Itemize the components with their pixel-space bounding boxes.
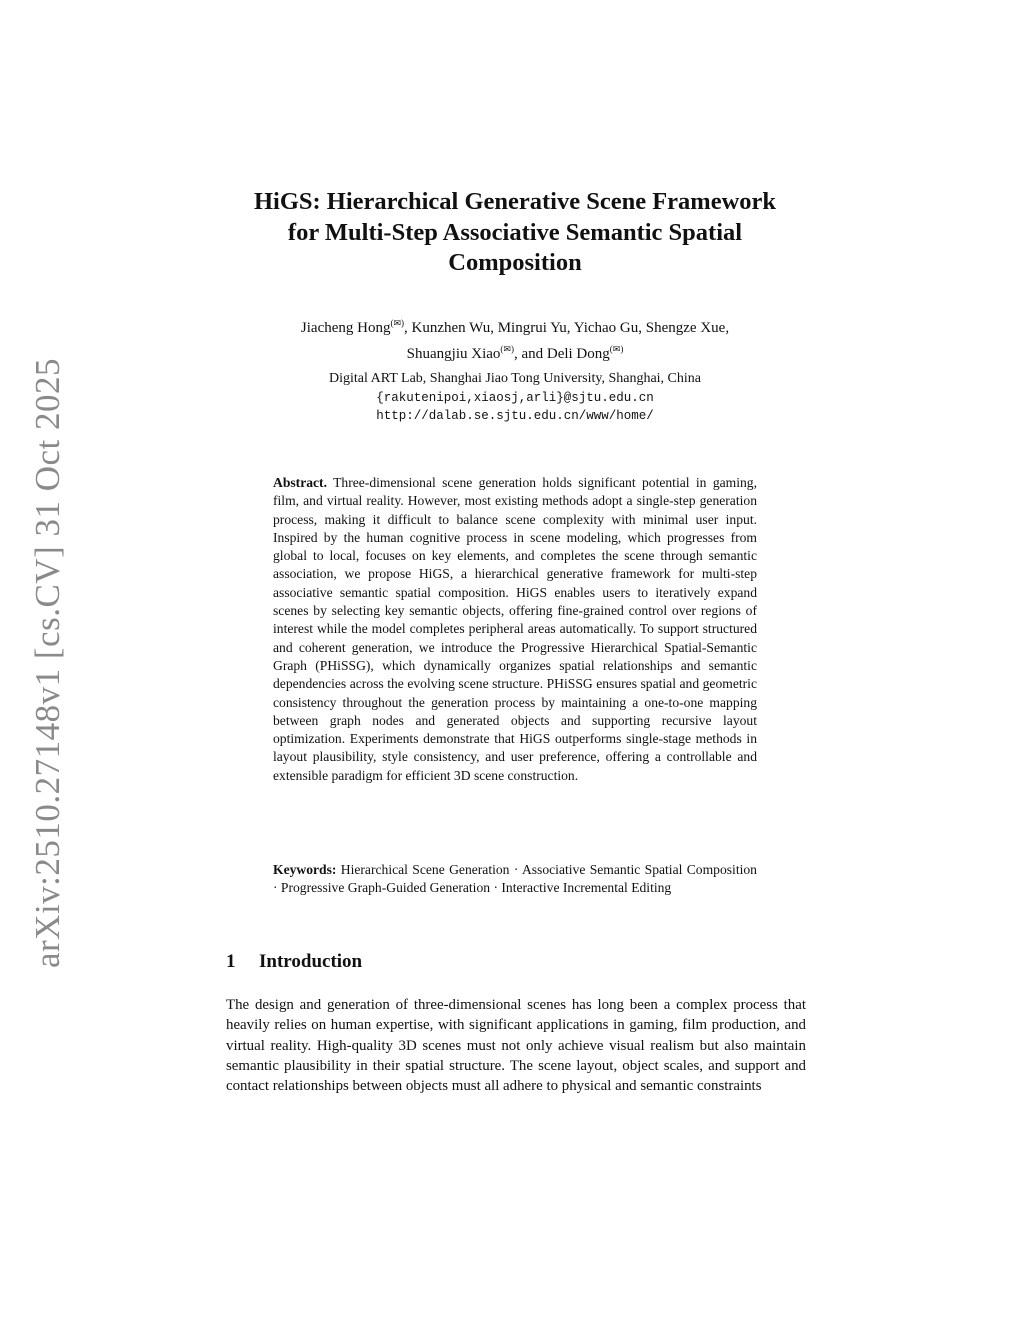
abstract: [273, 474, 757, 785]
author-list: [200, 313, 830, 365]
author-dong: , and Deli Dong: [513, 346, 610, 362]
affiliation-emails[interactable]: {rakutenipoi,xiaosj,arli}@sjtu.edu.cn: [376, 390, 654, 405]
section-title: Introduction: [259, 951, 363, 972]
affiliation-lab: Digital ART Lab, Shanghai Jiao Tong University, Shanghai, China: [329, 371, 701, 386]
title-line-1: HiGS: Hierarchical Generative Scene Framework: [253, 188, 777, 215]
author-hong: Jiacheng Hong: [300, 320, 391, 336]
corresponding-envelope-icon: (✉): [500, 344, 514, 354]
section-heading-introduction: [226, 951, 806, 973]
paper-title: [200, 187, 830, 279]
author-xiao: Shuangjiu Xiao: [406, 346, 501, 362]
section-number: 1: [226, 951, 236, 972]
affiliation-url[interactable]: http://dalab.se.sjtu.edu.cn/www/home/: [376, 409, 654, 423]
title-line-3: Composition: [448, 249, 582, 276]
corresponding-envelope-icon: (✉): [609, 344, 624, 354]
authors-rest-1: , Kunzhen Wu, Mingrui Yu, Yichao Gu, Shengze Xue,: [404, 320, 730, 336]
keywords-label: Keywords:: [273, 862, 337, 877]
author-line-2: [200, 339, 830, 365]
title-line-2: for Multi-Step Associative Semantic Spatial: [287, 218, 743, 246]
abstract-label: Abstract.: [273, 475, 327, 490]
arxiv-side-stamp: arXiv:2510.27148v1 [cs.CV] 31 Oct 2025: [28, 357, 67, 969]
abstract-text: Three-dimensional scene generation holds significant potential in gaming, film, and virtual reality. However, most existing methods adopt a single-step generation process, making it difficult to balance scene complexity with minimal user input. Inspired by the human cognitive process in scene modeling, which progresses from global to local, focuses on key elements, and completes the scene through semantic association, we propose HiGS, a hierarchical generative framework for multi-step associative semantic spatial composition. HiGS enables users to iteratively expand scenes by selecting key semantic objects, offering fine-grained control over regions of interest while the model completes peripheral areas automatically. To support structured and coherent generation, we introduce the Progressive Hierarchical Spatial-Semantic Graph (PHiSSG), which dynamically organizes spatial relationships and semantic dependencies across the evolving scene structure. PHiSSG ensures spatial and geometric consistency throughout the generation process by maintaining a one-to-one mapping between graph nodes and generated objects and supporting recursive layout optimization. Experiments demonstrate that HiGS outperforms single-stage methods in layout plausibility, style consistency, and user preference, offering a controllable and extensible paradigm for efficient 3D scene construction.: [273, 475, 758, 783]
keywords-text: Hierarchical Scene Generation · Associative Semantic Spatial Composition · Progressive Graph-Guided Generation · Interactive Incremental Editing: [273, 862, 757, 896]
intro-paragraph: The design and generation of three-dimensional scenes has long been a complex process that heavily relies on human expertise, with significant applications in gaming, film production, and virtual reality. High-quality 3D scenes must not only achieve visual realism but also maintain semantic plausibility in their spatial structure. The scene layout, object scales, and support and contact relationships between objects must all adhere to physical and semantic constraints: [226, 997, 806, 1095]
corresponding-envelope-icon: (✉): [390, 318, 405, 328]
affiliation-block: [200, 370, 830, 426]
author-line-1: [200, 313, 830, 339]
keywords: [273, 861, 757, 898]
